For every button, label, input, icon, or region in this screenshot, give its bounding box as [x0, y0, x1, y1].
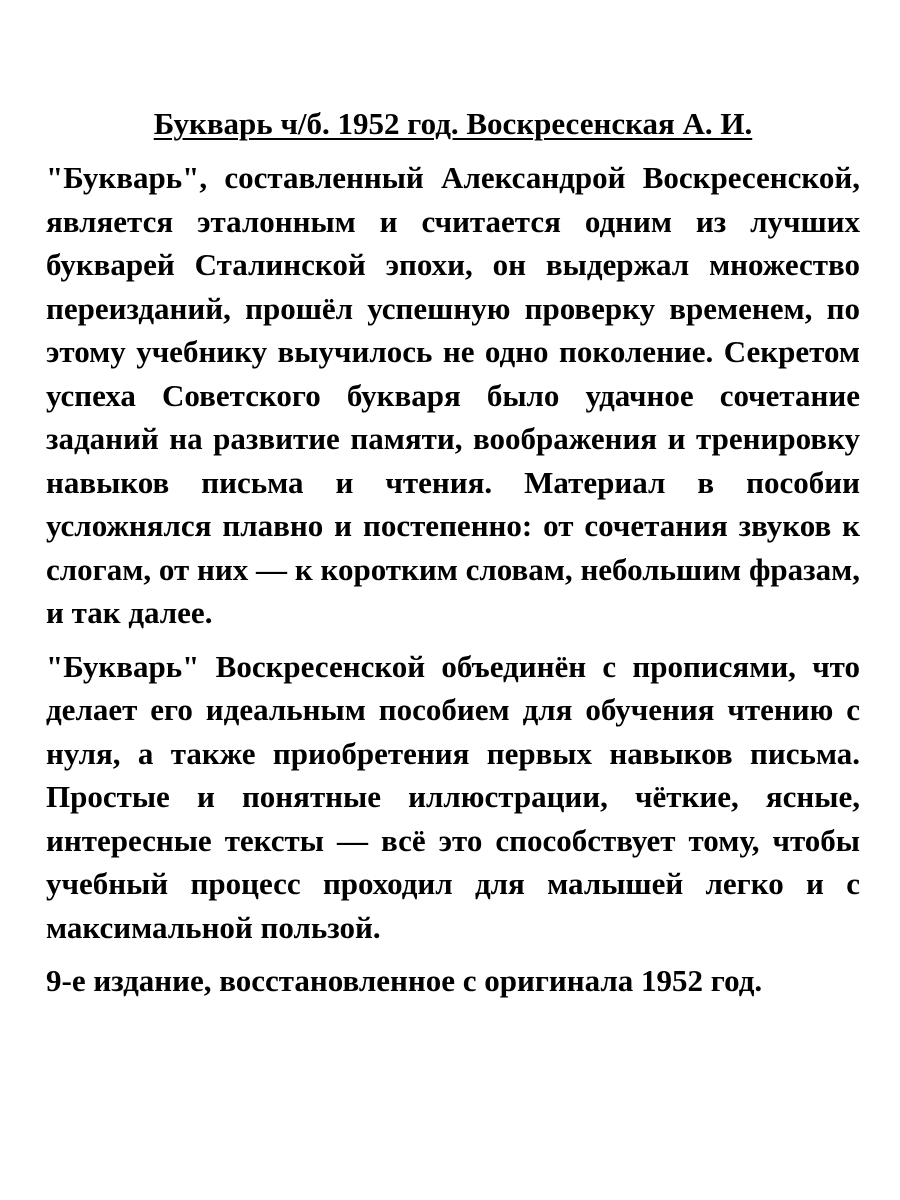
edition-note: 9-е издание, восстановленное с оригинала 1952 год. [46, 963, 763, 998]
document-page [46, 102, 860, 1013]
description-paragraph-2: "Букварь" Воскресенской объединён с прописями, что делает его идеальным пособием для обучения чтению с нуля, а также приобретения первых навыков письма. Простые и понятные иллюстрации, чёткие, ясные, интересные тексты — всё это способствует тому, чтобы учебный процесс проходил для малышей легко и с максимальной пользой. [46, 648, 860, 945]
document-title: Букварь ч/б. 1952 год. Воскресенская А. И. [153, 106, 753, 141]
description-paragraph-1: "Букварь", составленный Александрой Воскресенской, является эталонным и считается одним из лучших букварей Сталинской эпохи, он выдержал множество переизданий, прошёл успешную проверку временем, по этому учебнику выучилось не одно поколение. Секретом успеха Советского букваря было удачное сочетание заданий на развитие памяти, воображения и тренировку навыков письма и чтения. Материал в пособии усложнялся плавно и постепенно: от сочетания звуков к слогам, от них — к коротким словам, небольшим фразам, и так далее. [46, 160, 860, 630]
